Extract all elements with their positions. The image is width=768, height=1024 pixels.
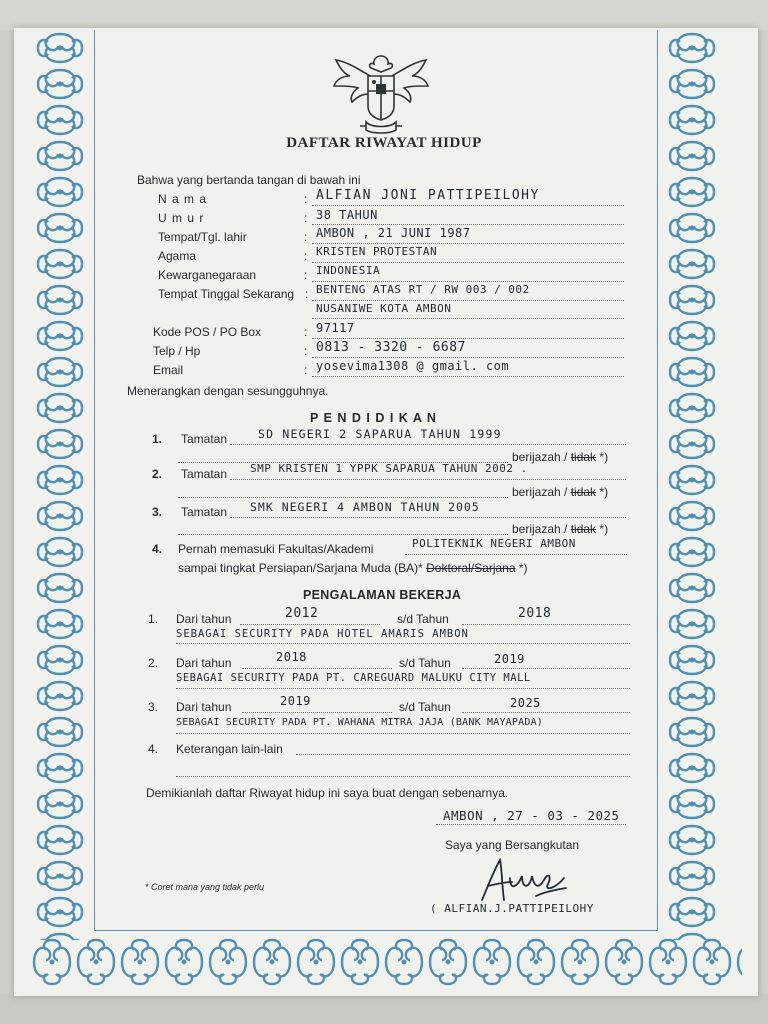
- place-date: AMBON , 27 - 03 - 2025: [443, 808, 620, 823]
- phone-line: [312, 357, 624, 358]
- edu-2-label: Tamatan: [181, 467, 228, 481]
- garuda-emblem: [326, 46, 436, 138]
- work-4-line-2: [176, 776, 630, 777]
- work-2-from-line: [242, 668, 392, 669]
- edu-4-label: Pernah memasuki Fakultas/Akademi: [178, 542, 374, 556]
- edu-3-num: 3.: [152, 505, 163, 519]
- birth-line: [312, 243, 624, 244]
- address-value: BENTENG ATAS RT / RW 003 / 002: [316, 283, 530, 296]
- age-line: [312, 224, 624, 225]
- phone-value: 0813 - 3320 - 6687: [316, 340, 466, 355]
- edu-2-line-2: [178, 497, 508, 498]
- edu-1-ijazah: berijazah / tidak *): [512, 450, 609, 464]
- postal-value: 97117: [316, 321, 355, 335]
- edu-1-value: SD NEGERI 2 SAPARUA TAHUN 1999: [258, 427, 502, 441]
- footnote: * Coret mana yang tidak perlu: [145, 882, 265, 892]
- declare-text: Menerangkan dengan sesungguhnya.: [127, 384, 329, 398]
- citizenship-value: INDONESIA: [316, 264, 381, 277]
- edu-3-line-2: [178, 534, 508, 535]
- postal-label: Kode POS / PO Box: [153, 325, 262, 339]
- email-line: [312, 376, 624, 377]
- work-heading: PENGALAMAN BEKERJA: [303, 588, 462, 602]
- place-date-line: [436, 824, 626, 825]
- edu-3-label: Tamatan: [181, 505, 228, 519]
- address-value-2: NUSANIWE KOTA AMBON: [316, 302, 452, 315]
- citizenship-line: [312, 281, 624, 282]
- colon: :: [305, 287, 309, 301]
- edu-3-ijazah: berijazah / tidak *): [512, 522, 609, 536]
- intro-text: Bahwa yang bertanda tangan di bawah ini: [137, 173, 361, 187]
- work-2-from: 2018: [276, 650, 307, 664]
- work-3-num: 3.: [148, 700, 159, 714]
- work-1-desc: SEBAGAI SECURITY PADA HOTEL AMARIS AMBON: [176, 628, 469, 640]
- edu-2-line: [230, 479, 626, 480]
- edu-3-line: [230, 517, 626, 518]
- work-4-line: [296, 754, 630, 755]
- edu-3-value: SMK NEGERI 4 AMBON TAHUN 2005: [250, 500, 480, 514]
- work-1-to-line: [462, 624, 630, 625]
- citizenship-label: Kewarganegaraan: [158, 268, 257, 282]
- work-4-label: Keterangan lain-lain: [176, 742, 283, 756]
- scan-background-bottom: [0, 994, 768, 1024]
- right-ornament-border: [662, 30, 724, 940]
- work-2-num: 2.: [148, 656, 159, 670]
- signer-name: ( ALFIAN.J.PATTIPEILOHY: [430, 902, 594, 915]
- edu-1-line: [230, 444, 626, 445]
- work-1-from-label: Dari tahun: [176, 612, 232, 626]
- work-3-to-line: [462, 712, 630, 713]
- name-line: [312, 205, 624, 206]
- work-4-num: 4.: [148, 742, 159, 756]
- age-value: 38 TAHUN: [316, 208, 378, 222]
- edu-4-value: POLITEKNIK NEGERI AMBON: [412, 537, 576, 550]
- edu-4-num: 4.: [152, 542, 163, 556]
- work-3-to-label: s/d Tahun: [399, 700, 451, 714]
- closing-text: Demikianlah daftar Riwayat hidup ini saya buat dengan sebenarnya.: [146, 786, 509, 800]
- colon: :: [304, 344, 308, 358]
- work-1-to: 2018: [518, 606, 552, 621]
- signature: [474, 856, 574, 906]
- work-2-from-label: Dari tahun: [176, 656, 232, 670]
- scan-background-top: [0, 0, 768, 30]
- work-3-from-label: Dari tahun: [176, 700, 232, 714]
- email-label: Email: [153, 363, 184, 377]
- work-3-from-line: [242, 712, 392, 713]
- edu-4-line2: sampai tingkat Persiapan/Sarjana Muda (BA)* Doktoral/Sarjana *): [178, 561, 528, 575]
- phone-label: Telp / Hp: [153, 344, 201, 358]
- religion-label: Agama: [158, 249, 197, 263]
- postal-line: [312, 338, 624, 339]
- email-value: yosevima1308 @ gmail. com: [316, 359, 510, 373]
- address-line-2: [312, 318, 624, 319]
- education-heading: P E N D I D I K A N: [310, 411, 437, 425]
- address-label: Tempat Tinggal Sekarang: [158, 287, 295, 301]
- birth-value: AMBON , 21 JUNI 1987: [316, 226, 471, 240]
- work-3-to: 2025: [510, 696, 541, 710]
- religion-value: KRISTEN PROTESTAN: [316, 245, 438, 258]
- age-label: U m u r: [158, 211, 205, 225]
- document-title: DAFTAR RIWAYAT HIDUP: [286, 135, 482, 151]
- colon: :: [304, 325, 308, 339]
- bottom-ornament-border: [30, 932, 742, 992]
- work-2-to-line: [462, 668, 630, 669]
- colon: :: [304, 230, 308, 244]
- work-3-desc-line: [176, 733, 630, 734]
- colon: :: [304, 211, 308, 225]
- colon: :: [304, 249, 308, 263]
- work-3-from: 2019: [280, 694, 311, 708]
- edu-2-ijazah: berijazah / tidak *): [512, 485, 609, 499]
- birth-label: Tempat/Tgl. lahir: [158, 230, 247, 244]
- work-2-desc-line: [176, 688, 630, 689]
- work-2-desc: SEBAGAI SECURITY PADA PT. CAREGUARD MALUKU CITY MALL: [176, 672, 531, 684]
- work-2-to-label: s/d Tahun: [399, 656, 451, 670]
- work-3-desc: SEBAGAI SECURITY PADA PT. WAHANA MITRA JAJA (BANK MAYAPADA): [176, 717, 544, 728]
- name-value: ALFIAN JONI PATTIPEILOHY: [316, 188, 540, 203]
- signer-label: Saya yang Bersangkutan: [445, 838, 580, 852]
- edu-2-value: SMP KRISTEN 1 YPPK SAPARUA TAHUN 2002 .: [250, 462, 528, 475]
- colon: :: [304, 268, 308, 282]
- edu-1-num: 1.: [152, 432, 163, 446]
- work-2-to: 2019: [494, 652, 525, 666]
- colon: :: [304, 363, 308, 377]
- name-label: N a m a: [158, 192, 208, 206]
- left-ornament-border: [30, 30, 90, 940]
- colon: :: [304, 192, 308, 206]
- address-line: [312, 300, 624, 301]
- edu-2-num: 2.: [152, 467, 163, 481]
- work-1-to-label: s/d Tahun: [397, 612, 449, 626]
- work-1-from: 2012: [285, 606, 319, 621]
- work-1-num: 1.: [148, 612, 159, 626]
- edu-4-line: [405, 554, 627, 555]
- work-1-from-line: [240, 624, 380, 625]
- religion-line: [312, 262, 624, 263]
- work-1-desc-line: [176, 643, 630, 644]
- edu-1-label: Tamatan: [181, 432, 228, 446]
